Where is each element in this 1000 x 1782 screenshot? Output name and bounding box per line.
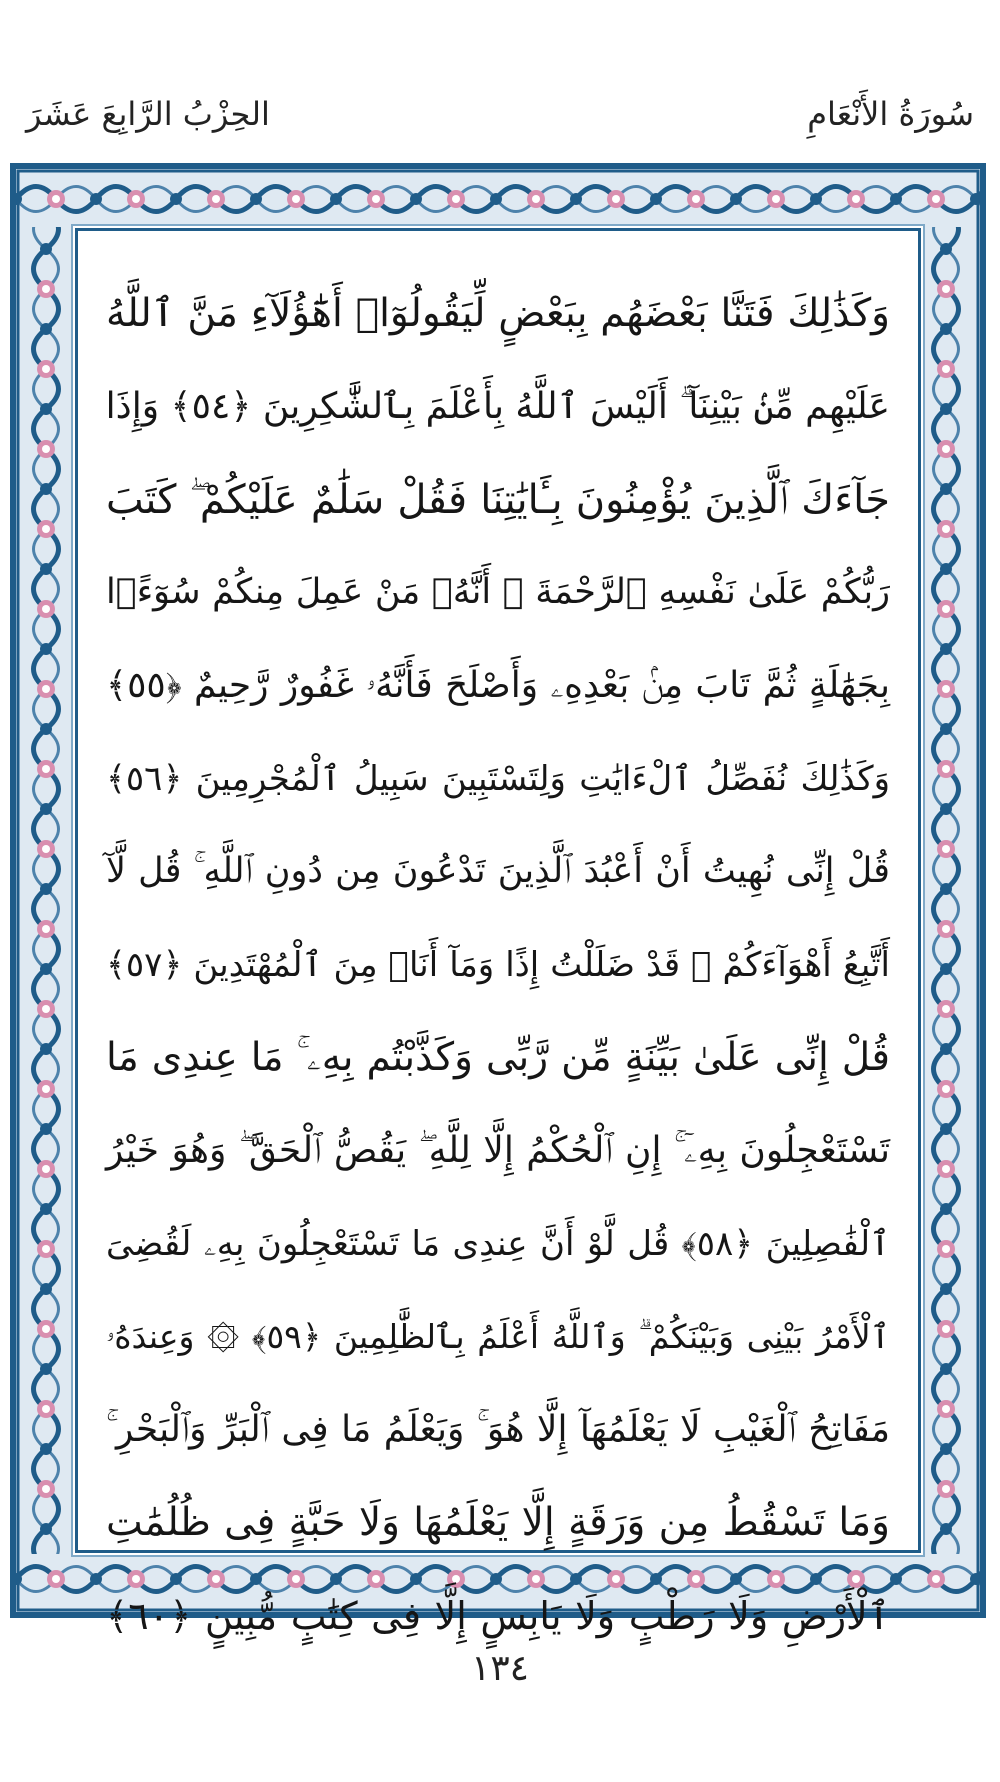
- verse-line: رَبُّكُمْ عَلَىٰ نَفْسِهِ ٱلرَّحْمَةَ ۖ أَنَّهُۥ مَنْ عَمِلَ مِنكُمْ سُوٓءًۢا: [106, 572, 890, 612]
- verse-line: مَفَاتِحُ ٱلْغَيْبِ لَا يَعْلَمُهَآ إِلَّا هُوَ ۚ وَيَعْلَمُ مَا فِى ٱلْبَرِّ وَٱلْبَحْرِ ۚ: [106, 1408, 890, 1450]
- verse-lines: [106, 267, 890, 1662]
- ornamental-frame: [10, 163, 986, 1638]
- surah-title: سُورَةُ الأَنْعَامِ: [807, 95, 974, 133]
- verse-line: بِجَهَٰلَةٍ ثُمَّ تَابَ مِنۢ بَعْدِهِۦ وَأَصْلَحَ فَأَنَّهُۥ غَفُورٌ رَّحِيمٌ ﴿٥٥﴾: [106, 664, 890, 706]
- verse-line: ٱلْأَرْضِ وَلَا رَطْبٍ وَلَا يَابِسٍ إِلَّا فِى كِتَٰبٍ مُّبِينٍ ﴿٦٠﴾: [106, 1593, 890, 1638]
- verse-line: عَلَيْهِم مِّنۢ بَيْنِنَآ ۗ أَلَيْسَ ٱللَّهُ بِأَعْلَمَ بِٱلشَّٰكِرِينَ ﴿٥٤﴾ وَإِذَا: [105, 385, 890, 427]
- verse-line: وَكَذَٰلِكَ نُفَصِّلُ ٱلْءَايَٰتِ وَلِتَسْتَبِينَ سَبِيلُ ٱلْمُجْرِمِينَ ﴿٥٦﴾: [106, 758, 890, 799]
- verse-line: ٱلْأَمْرُ بَيْنِى وَبَيْنَكُمْ ۗ وَٱللَّهُ أَعْلَمُ بِٱلظَّٰلِمِينَ ﴿٥٩﴾ ۞ وَعِندَهُۥ: [106, 1317, 891, 1356]
- verse-line: وَكَذَٰلِكَ فَتَنَّا بَعْضَهُم بِبَعْضٍ لِّيَقُولُوٓا۟ أَهَٰٓؤُلَآءِ مَنَّ ٱللَّهُ: [106, 291, 890, 336]
- verse-line: تَسْتَعْجِلُونَ بِهِۦٓ ۚ إِنِ ٱلْحُكْمُ إِلَّا لِلَّهِ ۖ يَقُصُّ ٱلْحَقَّ ۖ وَهُوَ خَيْرُ: [106, 1129, 890, 1171]
- text-panel: [75, 228, 921, 1638]
- verse-line: جَآءَكَ ٱلَّذِينَ يُؤْمِنُونَ بِـَٔايَٰتِنَا فَقُلْ سَلَٰمٌ عَلَيْكُمْ ۖ كَتَبَ: [106, 476, 890, 523]
- verse-line: أَتَّبِعُ أَهْوَآءَكُمْ ۙ قَدْ ضَلَلْتُ إِذًا وَمَآ أَنَا۠ مِنَ ٱلْمُهْتَدِينَ ﴿٥٧﴾: [106, 944, 890, 985]
- verse-line: ٱلْفَٰصِلِينَ ﴿٥٨﴾ قُل لَّوْ أَنَّ عِندِى مَا تَسْتَعْجِلُونَ بِهِۦ لَقُضِىَ: [106, 1223, 890, 1264]
- verse-line: قُلْ إِنِّى نُهِيتُ أَنْ أَعْبُدَ ٱلَّذِينَ تَدْعُونَ مِن دُونِ ٱللَّهِ ۚ قُل لَّآ: [106, 851, 890, 891]
- verse-line: وَمَا تَسْقُطُ مِن وَرَقَةٍ إِلَّا يَعْلَمُهَا وَلَا حَبَّةٍ فِى ظُلُمَٰتِ: [106, 1500, 890, 1545]
- hizb-label: الحِزْبُ الرَّابِعَ عَشَرَ: [26, 95, 270, 133]
- page-header: [0, 0, 1000, 150]
- page-number: ١٣٤: [470, 1648, 529, 1689]
- verse-line: قُلْ إِنِّى عَلَىٰ بَيِّنَةٍ مِّن رَّبِّى وَكَذَّبْتُم بِهِۦ ۚ مَا عِندِى مَا: [106, 1035, 890, 1080]
